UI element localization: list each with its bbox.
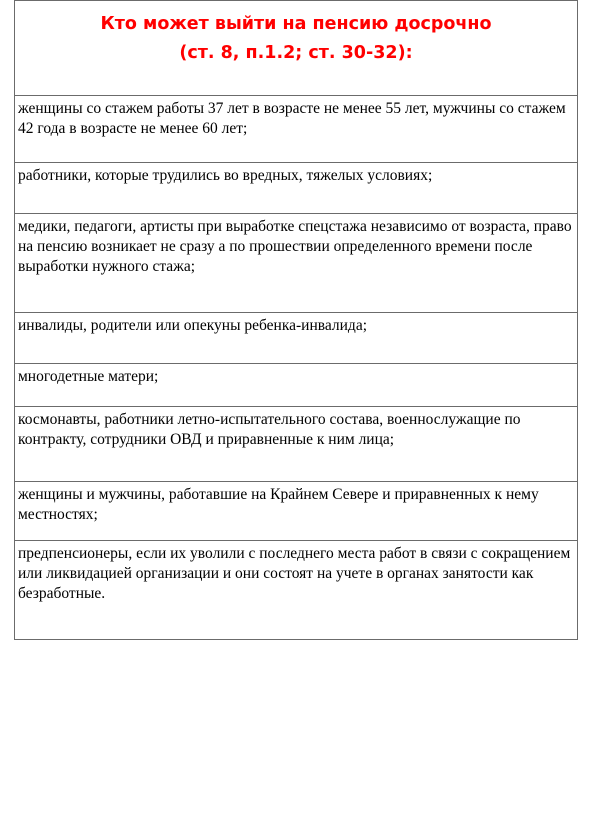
table-row bbox=[15, 163, 578, 214]
early-pension-table bbox=[14, 0, 578, 640]
table-cell bbox=[15, 96, 578, 163]
title-cell bbox=[15, 1, 578, 96]
table-cell bbox=[15, 541, 578, 640]
list-item: женщины и мужчины, работавшие на Крайнем Севере и приравненных к нему местностях; bbox=[18, 486, 539, 523]
document-page bbox=[14, 0, 578, 640]
table-header-row bbox=[15, 1, 578, 96]
table-cell bbox=[15, 482, 578, 541]
table-cell bbox=[15, 407, 578, 482]
list-item: медики, педагоги, артисты при выработке спецстажа независимо от возраста, право на пенсию возникает не сразу а по прошествии определенного времени после выработки нужного стажа; bbox=[18, 218, 572, 275]
table-row bbox=[15, 482, 578, 541]
table-row bbox=[15, 407, 578, 482]
table-row bbox=[15, 313, 578, 364]
list-item: предпенсионеры, если их уволили с последнего места работ в связи с сокращением или ликвидацией организации и они состоят на учете в органах занятости как безработные. bbox=[18, 545, 571, 602]
table-row bbox=[15, 364, 578, 407]
list-item: космонавты, работники летно-испытательного состава, военнослужащие по контракту, сотрудники ОВД и приравненные к ним лица; bbox=[18, 411, 521, 448]
page-title: Кто может выйти на пенсию досрочно bbox=[100, 14, 492, 34]
list-item: работники, которые трудились во вредных, тяжелых условиях; bbox=[18, 167, 433, 184]
table-cell bbox=[15, 364, 578, 407]
list-item: инвалиды, родители или опекуны ребенка-инвалида; bbox=[18, 317, 368, 334]
table-row bbox=[15, 541, 578, 640]
table-cell bbox=[15, 163, 578, 214]
page-subtitle: (ст. 8, п.1.2; ст. 30-32): bbox=[179, 43, 413, 63]
list-item: женщины со стажем работы 37 лет в возрасте не менее 55 лет, мужчины со стажем 42 года в возрасте не менее 60 лет; bbox=[18, 100, 566, 137]
table-row bbox=[15, 96, 578, 163]
table-cell bbox=[15, 313, 578, 364]
list-item: многодетные матери; bbox=[18, 368, 159, 385]
table-row bbox=[15, 214, 578, 313]
table-cell bbox=[15, 214, 578, 313]
